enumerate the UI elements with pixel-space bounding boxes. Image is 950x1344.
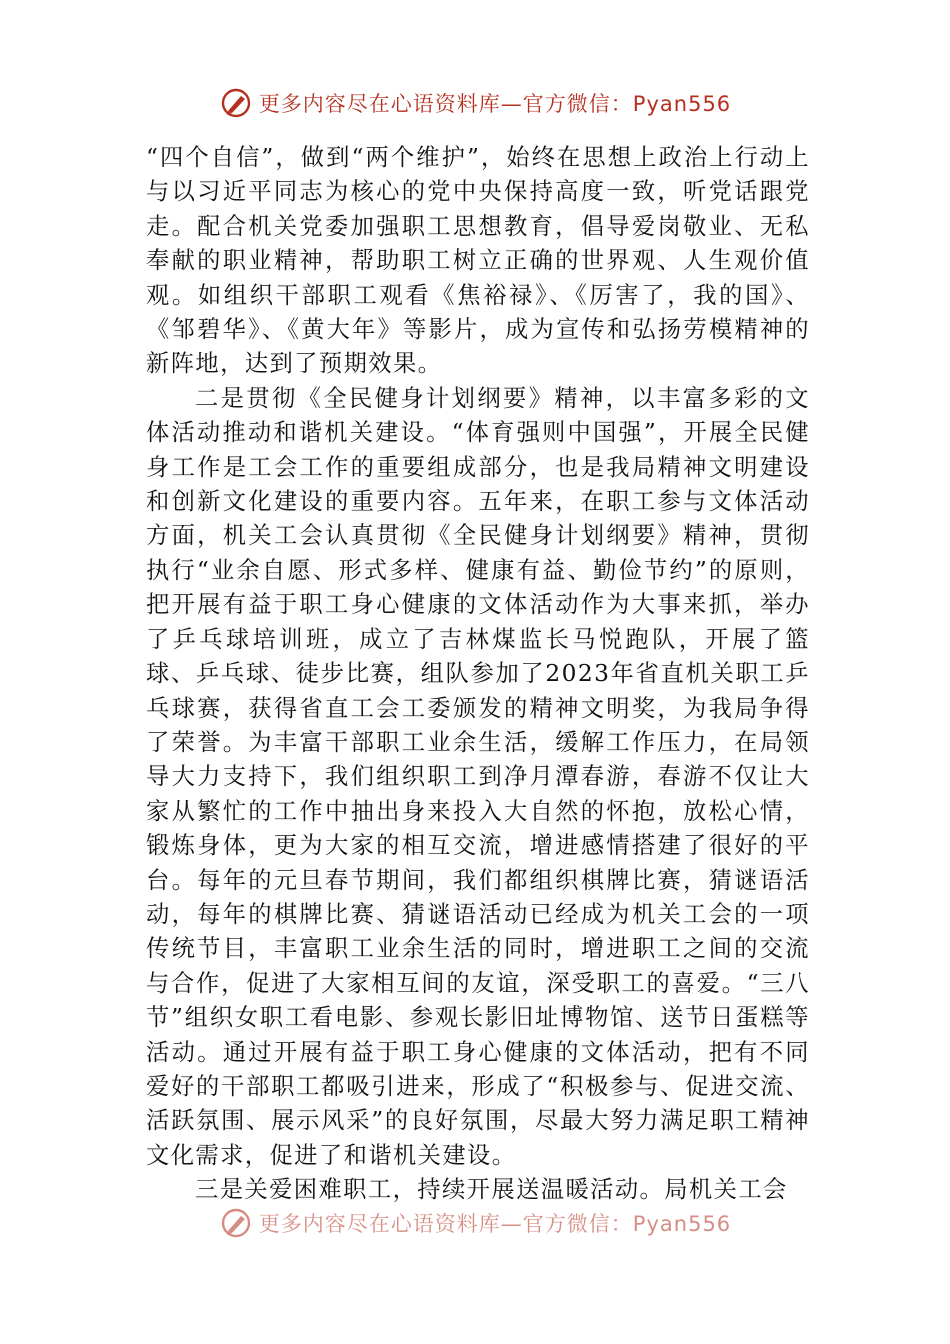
watermark-text: 更多内容尽在心语资料库—官方微信：Pyan556 (258, 92, 732, 116)
watermark-footer (0, 1206, 950, 1240)
watermark-header (0, 86, 950, 120)
watermark-text: 更多内容尽在心语资料库—官方微信：Pyan556 (258, 1212, 732, 1236)
paragraph-continued: “四个自信”，做到“两个维护”，始终在思想上政治上行动上与以习近平同志为核心的党中央保持高度一致，听党话跟党走。配合机关党委加强职工思想教育，倡导爱岗敬业、无私奉献的职业精神，帮助职工树立正确的世界观、人生观价值观。如组织干部职工观看《焦裕禄》、《厉害了，我的国》、《邹碧华》、《黄大年》等影片，成为宣传和弘扬劳模精神的新阵地，达到了预期效果。 (146, 144, 810, 378)
pen-nib-logo-icon (219, 86, 253, 120)
paragraph-fitness: 二是贯彻《全民健身计划纲要》精神，以丰富多彩的文体活动推动和谐机关建设。“体育强则中国强”，开展全民健身工作是工会工作的重要组成部分，也是我局精神文明建设和创新文化建设的重要内容。五年来，在职工参与文体活动方面，机关工会认真贯彻《全民健身计划纲要》精神，贯彻执行“业余自愿、形式多样、健康有益、勤俭节约”的原则，把开展有益于职工身心健康的文体活动作为大事来抓，举办了乒乓球培训班，成立了吉林煤监长马悦跑队，开展了篮球、乒乓球、徒步比赛，组队参加了2023年省直机关职工乒乓球赛，获得省直工会工委颁发的精神文明奖，为我局争得了荣誉。为丰富干部职工业余生活，缓解工作压力，在局领导大力支持下，我们组织职工到净月潭春游，春游不仅让大家从繁忙的工作中抽出身来投入大自然的怀抱，放松心情，锻炼身体，更为大家的相互交流，增进感情搭建了很好的平台。每年的元旦春节期间，我们都组织棋牌比赛，猜谜语活动，每年的棋牌比赛、猜谜语活动已经成为机关工会的一项传统节目，丰富职工业余生活的同时，增进职工之间的交流与合作，促进了大家相互间的友谊，深受职工的喜爱。“三八节”组织女职工看电影、参观长影旧址博物馆、送节日蛋糕等活动。通过开展有益于职工身心健康的文体活动，把有不同爱好的干部职工都吸引进来，形成了“积极参与、促进交流、活跃氛围、展示风采”的良好氛围，尽最大努力满足职工精神文化需求，促进了和谐机关建设。 (146, 384, 810, 1169)
pen-nib-logo-icon (219, 1206, 253, 1240)
paragraph-care: 三是关爱困难职工，持续开展送温暖活动。局机关工会 (195, 1176, 788, 1204)
document-body (146, 141, 810, 1208)
